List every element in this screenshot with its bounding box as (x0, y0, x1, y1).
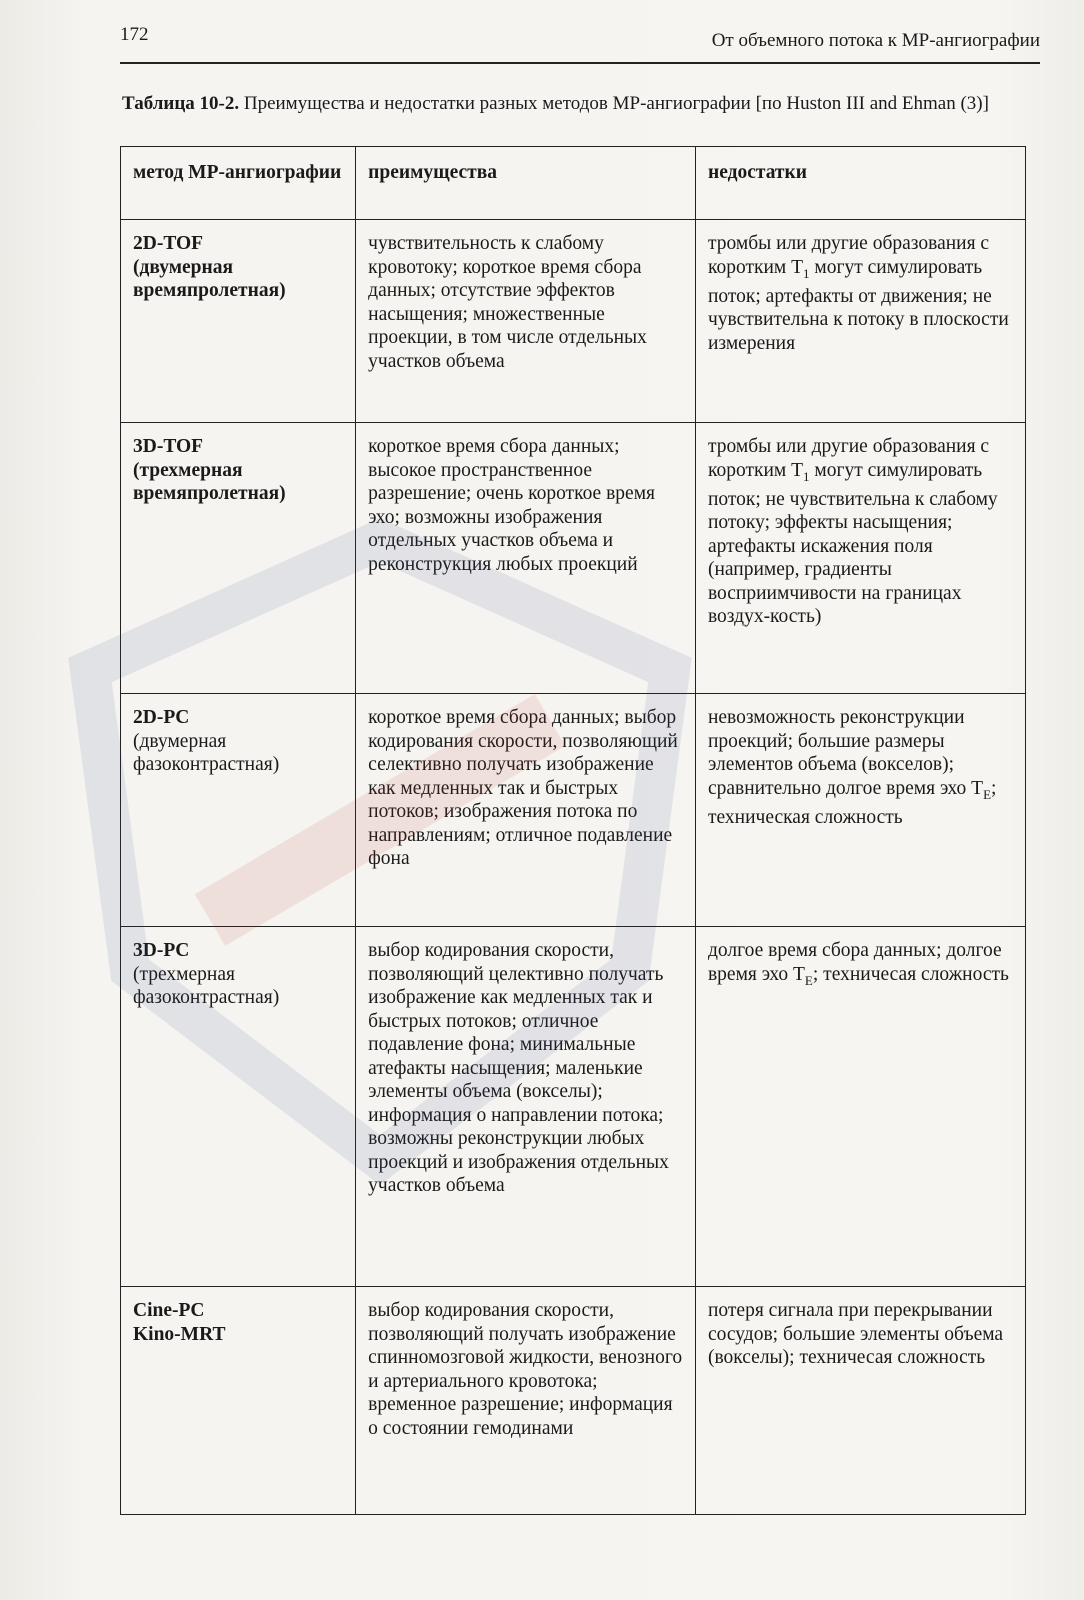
subscript: E (983, 786, 992, 802)
disadvantages-text-cont: ; техническая сложность (707, 777, 997, 828)
method-description: Kino-MRT (133, 1323, 226, 1345)
disadvantages-text-cont: ; техничесая сложность (812, 963, 1009, 985)
disadvantages-cell (695, 927, 1025, 1287)
advantages-text: короткое время сбора данных; высокое пространственное разрешение; очень короткое время эхо; возможны изображения отдельных участков объема и реконструкция любых проекций (368, 436, 656, 575)
disadvantages-cell (695, 220, 1025, 423)
advantages-text: выбор кодирования скорости, позволяющий получать изображение спинномозговой жидкости, венозного и артериального кровотока; временное разрешение; информация о состоянии гемодинами (368, 1300, 683, 1439)
method-name: Cine-PC (133, 1300, 205, 1321)
methods-table (120, 146, 1026, 1515)
table-caption (122, 92, 1034, 116)
method-cell (121, 927, 356, 1287)
advantages-cell (356, 423, 696, 694)
table-row (121, 1287, 1026, 1515)
advantages-cell (356, 1287, 696, 1515)
table-header-row (121, 147, 1026, 220)
subscript: 1 (803, 265, 810, 281)
advantages-cell (356, 694, 696, 927)
advantages-text: короткое время сбора данных; выбор кодирования скорости, позволяющий селективно получать изображение как медленных так и быстрых потоков; изображения потока по направлениям; отличное подавление фона (368, 707, 678, 869)
method-name: 3D-PC (133, 940, 190, 961)
disadvantages-cell (695, 423, 1025, 694)
disadvantages-cell (695, 1287, 1025, 1515)
header-disadvantages: недостатки (695, 147, 1025, 220)
method-name: 2D-PC (133, 707, 190, 728)
table-row (121, 423, 1026, 694)
method-cell (121, 423, 356, 694)
method-description: (двумерная времяпролетная) (133, 256, 286, 301)
table-row (121, 220, 1026, 423)
advantages-text: выбор кодирования скорости, позволяющий целективно получать изображение как медленных так и быстрых потоков; отличное подавление фона; минимальные атефакты насыщения; маленькие элементы объема (вокселы); информация о направлении потока; возможны реконструкции любых проекций и изображения отдельных участков объема (368, 940, 669, 1196)
method-cell (121, 220, 356, 423)
method-description: (трехмерная фазоконтрастная) (133, 963, 280, 1008)
disadvantages-text: потеря сигнала при перекрывании сосудов; большие элементы объема (вокселы); техничесая сложность (707, 1300, 1004, 1368)
advantages-text: чувствительность к слабому кровотоку; короткое время сбора данных; отсутствие эффектов насыщения; множественные проекции, в том числе отдельных участков объема (368, 233, 647, 372)
running-title: От объемного потока к МР-ангиографии (711, 30, 1040, 51)
subscript: 1 (803, 468, 810, 484)
disadvantages-text: невозможность реконструкции проекций; большие размеры элементов объема (вокселов); сравнительно долгое время эхо T (707, 707, 984, 799)
header-method: метод МР-ангиографии (121, 147, 356, 220)
page-header (120, 22, 1040, 64)
disadvantages-text-cont: могут симулировать поток; не чувствительна к слабому потоку; эффекты насыщения; артефакты искажения поля (например, градиенты восприимчивости на границах воздух-кость) (707, 459, 998, 628)
subscript: E (804, 972, 813, 988)
method-name: 3D-TOF (133, 436, 204, 457)
header-advantages: преимущества (356, 147, 696, 220)
method-cell (121, 1287, 356, 1515)
disadvantages-text-cont: могут симулировать поток; артефакты от движения; не чувствительна к потоку в плоскости измерения (707, 256, 1009, 354)
table-row (121, 927, 1026, 1287)
method-cell (121, 694, 356, 927)
table-row (121, 694, 1026, 927)
advantages-cell (356, 927, 696, 1287)
disadvantages-text: тромбы или другие образования с коротким T (707, 436, 990, 481)
advantages-cell (356, 220, 696, 423)
disadvantages-cell (695, 694, 1025, 927)
disadvantages-text: тромбы или другие образования с коротким T (707, 233, 990, 278)
page-number: 172 (120, 24, 149, 45)
caption-text: Преимущества и недостатки разных методов МР-ангиографии [по Huston III and Ehman (3)] (239, 93, 989, 114)
caption-label: Таблица 10-2. (122, 93, 240, 114)
method-description: (двумерная фазоконтрастная) (133, 730, 280, 775)
method-name: 2D-TOF (133, 233, 204, 254)
disadvantages-text: долгое время сбора данных; долгое время эхо T (707, 940, 1002, 985)
method-description: (трехмерная времяпролетная) (133, 459, 286, 504)
